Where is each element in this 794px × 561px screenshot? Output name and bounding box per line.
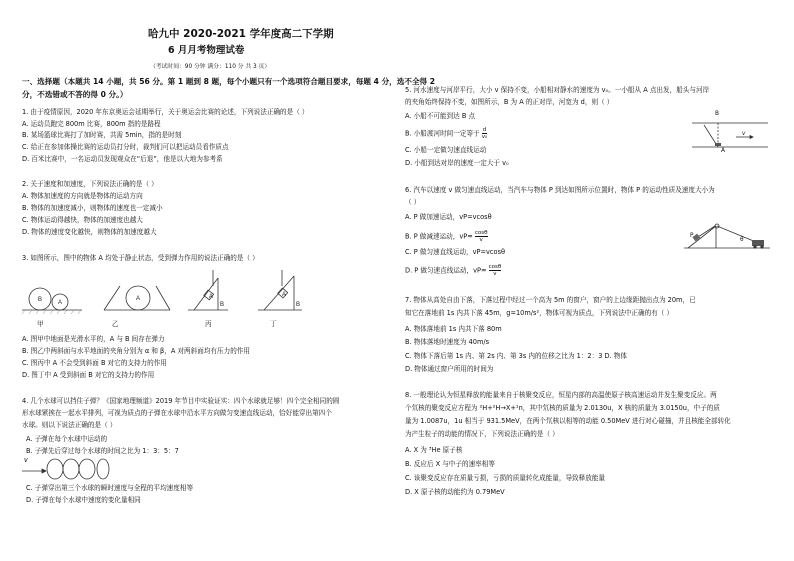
q5-fig-label-v: v: [742, 131, 746, 137]
q5-fraction-den: v₀: [481, 134, 488, 140]
q4-stem-line1: 4. 几个水球可以挡住子弹？《国家地理频道》2019 年节目中实验证实：四个水球就足够！四个完全相同的圆: [22, 397, 340, 405]
q5-option-a: A. 小船不可能到达 B 点: [405, 112, 476, 120]
q8-option-b: B. 反应后 X 与中子的速率相等: [405, 460, 495, 468]
q5-stem-line2: 的夹角始终保持不变，如图所示，B 为 A 的正对岸，河宽为 d，则（ ）: [405, 98, 614, 106]
q8-stem-line4: 为产生粒子的动能的情况下，下列说法正确的是（ ）: [405, 430, 559, 438]
q6-fraction-b-num: cosθ: [474, 230, 488, 236]
exam-title: 哈九中 2020-2021 学年度高二下学期: [148, 28, 334, 40]
q2-option-a: A. 物体加速度的方向就是物体的运动方向: [22, 192, 143, 200]
q7-option-c: C. 物体下落后第 1s 内、第 2s 内、第 3s 内的位移之比为 1：2：3 D. 物体: [405, 352, 627, 360]
q1-option-c: C. 给正在参加体操比赛的运动员打分时，裁判们可以把运动员看作质点: [22, 143, 229, 151]
q5-fig-label-a: A: [721, 148, 725, 154]
q4-stem-line2: 形水球紧挨在一起水平排列，可视为质点的子弹在水球中沿水平方向做匀变速直线运动，恰好能穿出第四个: [22, 409, 332, 417]
q6-car-pulley-figure: [682, 220, 774, 252]
q6-fraction-d-den: v: [493, 271, 497, 277]
svg-text:A: A: [209, 294, 214, 300]
q3-option-a: A. 图甲中地面是光滑水平的，A 与 B 间存在弹力: [22, 335, 165, 343]
q3-stem: 3. 如图所示，图中的物体 A 均处于静止状态，受到弹力作用的说法正确的是（ ）: [22, 254, 259, 262]
q5-stem-line1: 5. 河水速度与河岸平行，大小 v 保持不变，小船相对静水的速度为 v₀。一小船从 A 点出发，船头与河岸: [405, 86, 710, 94]
q1-option-b: B. 某场篮球比赛打了加时赛，共需 5min，指的是时刻: [22, 131, 182, 139]
q6-fraction-b-den: v: [479, 237, 483, 243]
svg-text:A: A: [282, 292, 287, 298]
q6-fig-label-p: P: [690, 233, 694, 239]
q8-stem-line2: 个氘核的聚变反应方程为 ²H+²H→X+¹n，其中氘核的质量为 2.0130u，X 核的质量为 3.0150u，中子的质: [405, 404, 720, 412]
q7-stem-line2: 知它在落地前 1s 内共下落 45m，g=10m/s²，物体可视为质点，下列说法中正确的有（ ）: [405, 309, 674, 317]
q6-stem-line1: 6. 汽车以速度 v 做匀速直线运动，当汽车与物体 P 到达如图所示位置时，物体 P 的运动性质及速度大小为: [405, 186, 715, 194]
q6-option-d-text: D. P 做匀速直线运动，vP=: [405, 266, 487, 275]
q7-option-a: A. 物体落地前 1s 内共下落 80m: [405, 325, 502, 333]
q2-stem: 2. 关于速度和加速度，下列说法正确的是（ ）: [22, 180, 158, 188]
q3-option-c: C. 图丙中 A 不会受到斜面 B 对它的支持力的作用: [22, 359, 167, 367]
q8-option-d: D. X 原子核的动能约为 0.79MeV: [405, 488, 505, 496]
q4-option-a: A. 子弹在每个水球中运动的: [26, 435, 108, 443]
q7-stem-line1: 7. 物体从高处自由下落，下落过程中经过一个高为 5m 的窗户，窗户的上边缘距抛出点为 20m，已: [405, 296, 696, 304]
q5-fraction: [482, 127, 487, 140]
q8-stem-line1: 8. 一般理论认为恒星释放的能量来自于核聚变反应，恒星内部的高温使原子核高速运动并发生聚变反应。两: [405, 391, 717, 399]
q5-fig-label-b: B: [715, 111, 719, 117]
q6-stem-line2: （ ）: [405, 198, 421, 206]
q6-option-c: C. P 做匀速直线运动，vP=vcosθ: [405, 248, 506, 256]
q4-stem-line3: 水球。则以下说法正确的是（ ）: [22, 421, 117, 429]
q4-option-b: B. 子弹先后穿过每个水球的时间之比为 1：3：5：7: [26, 447, 179, 455]
q5-option-b-text: B. 小船渡河时间一定等于: [405, 129, 480, 138]
svg-text:A: A: [136, 296, 141, 302]
section-heading-line2: 分，不选错或不答的得 0 分。）: [22, 90, 128, 99]
svg-text:A: A: [58, 300, 63, 306]
svg-text:B: B: [38, 297, 43, 303]
q2-option-b: B. 物体的加速度减小，则物体的速度也一定减小: [22, 204, 163, 212]
svg-text:B: B: [220, 302, 225, 308]
exam-info: （考试时间：90 分钟 满分：110 分 共 3 页）: [150, 64, 271, 70]
section-heading-line1: 一、选择题（本题共 14 小题，共 56 分。第 1 题到 8 题，每个小题只有一个选项符合题目要求，每题 4 分，选不全得 2: [22, 77, 436, 86]
q2-option-c: C. 物体运动得越快，物体的加速度也越大: [22, 216, 143, 224]
q6-fraction-b: [475, 230, 488, 243]
q6-option-b-text: B. P 做减速运动，vP=: [405, 232, 473, 241]
q5-option-b: [405, 127, 487, 140]
q4-velocity-label: v: [24, 456, 28, 464]
q3-label-yi: 乙: [112, 320, 119, 328]
q3-option-d: D. 图丁中 A 受到斜面 B 对它的支持力的作用: [22, 371, 155, 379]
q4-option-c: C. 子弹穿出第三个水球的瞬时速度与全程的平均速度相等: [26, 484, 194, 492]
q5-river-figure: [690, 117, 772, 153]
q5-option-c: C. 小船一定做匀速直线运动: [405, 146, 487, 154]
q3-label-ding: 丁: [270, 320, 277, 328]
q6-fraction-d: [489, 264, 502, 277]
q1-option-d: D. 百米比赛中，一名运动员发现观众在“后退”，他是以大地为参考系: [22, 155, 223, 163]
q3-option-b: B. 图乙中两斜面与水平地面的夹角分别为 α 和 β，A 对两斜面均有压力的作用: [22, 347, 250, 355]
q3-label-jia: 甲: [37, 320, 44, 328]
q5-fraction-num: d: [482, 127, 487, 133]
q7-option-d: D. 物体通过窗户所用的时间为: [405, 365, 494, 373]
q6-fig-label-theta: θ: [740, 237, 744, 243]
q7-option-b: B. 物体落地时速度为 40m/s: [405, 338, 490, 346]
q6-fraction-d-num: cosθ: [488, 264, 502, 270]
q1-option-a: A. 运动员跑完 800m 比赛，800m 指的是路程: [22, 120, 161, 128]
exam-subtitle: 6 月月考物理试卷: [168, 45, 245, 56]
svg-text:B: B: [296, 302, 301, 308]
q2-option-d: D. 物体的速度变化越快，则物体的加速度越大: [22, 228, 157, 236]
q5-option-d: D. 小船到达对岸的速度一定大于 v₀: [405, 159, 509, 167]
q6-option-a: A. P 做加速运动，vP=vcosθ: [405, 213, 492, 221]
q6-option-b: [405, 230, 488, 243]
q3-label-bing: 丙: [205, 320, 212, 328]
q4-option-d: D. 子弹在每个水球中速度的变化量相同: [26, 496, 141, 504]
q8-stem-line3: 量为 1.0087u，1u 相当于 931.5MeV，在两个氘核以相等的动能 0.50MeV 进行对心碰撞，并且核能全部转化: [405, 417, 731, 425]
q4-water-balls-figure: [20, 457, 110, 481]
q6-option-d: [405, 264, 501, 277]
q8-option-c: C. 该聚变反应存在质量亏损，亏损的质量转化成能量，导致释放能量: [405, 474, 606, 482]
q8-option-a: A. X 为 ³He 原子核: [405, 446, 463, 454]
q1-stem: 1. 由于疫情原因，2020 年东京奥运会延期举行，关于奥运会比赛的论述，下列说法正确的是（ ）: [22, 108, 309, 116]
